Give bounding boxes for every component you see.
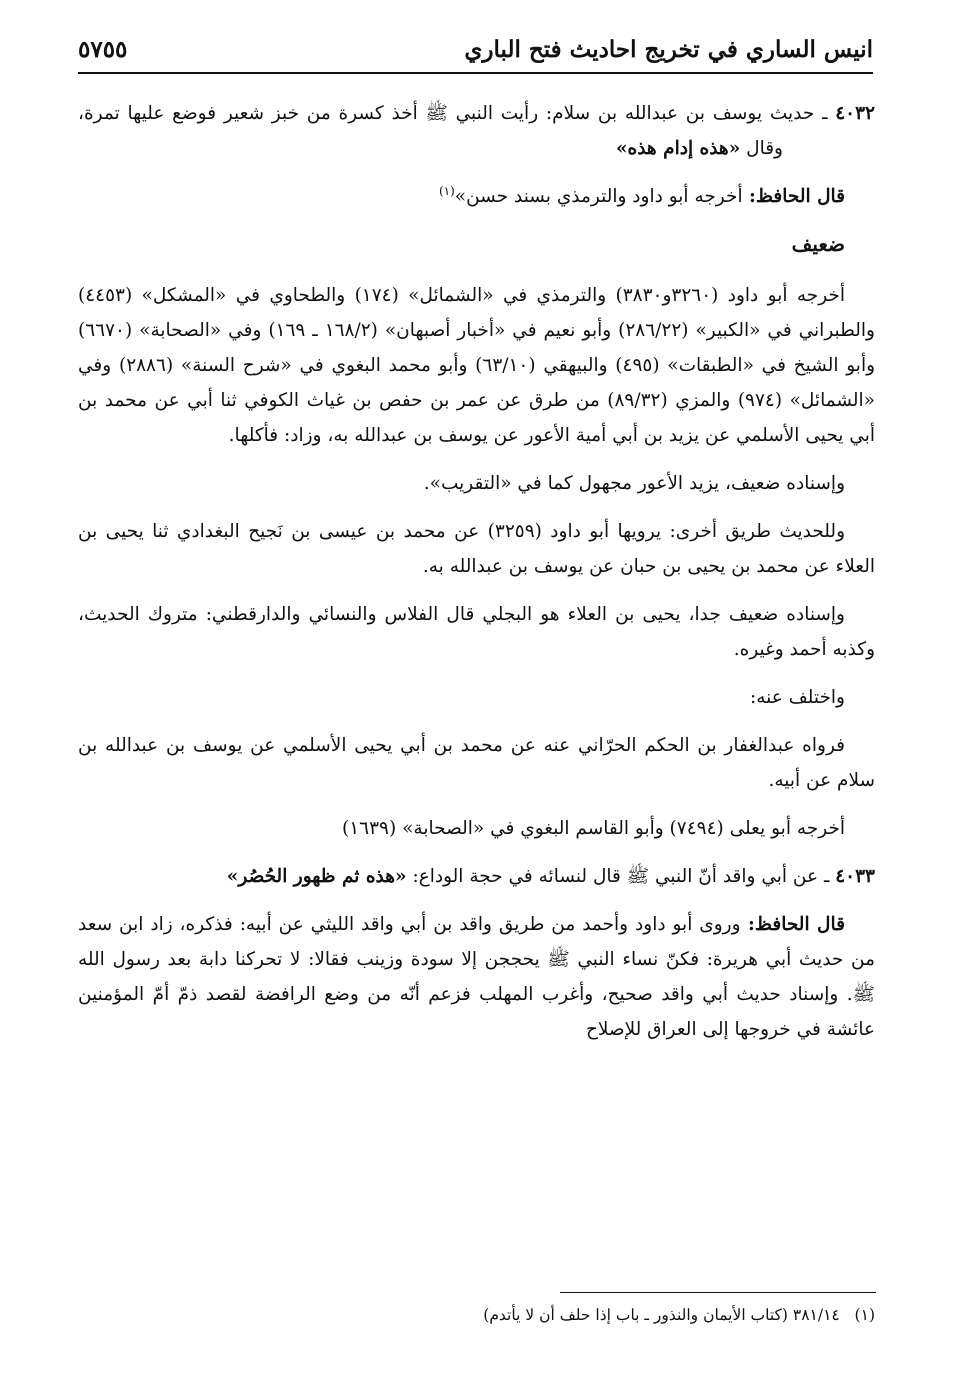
source-paragraph: أخرجه أبو يعلى (٧٤٩٤) وأبو القاسم البغوي في «الصحابة» (١٦٣٩)	[342, 818, 845, 839]
footnote	[78, 1302, 875, 1328]
hafiz-text: أخرجه أبو داود والترمذي بسند حسن»	[454, 186, 743, 207]
hafiz-label: قال الحافظ:	[742, 186, 845, 207]
book-title: انيس الساري في تخريج احاديث فتح الباري	[464, 36, 873, 63]
hadith-quote: «هذه إدام هذه»	[615, 138, 741, 159]
isnad-judgement: وإسناده ضعيف، يزيد الأعور مجهول كما في «التقريب».	[423, 473, 845, 494]
another-route-paragraph: وللحديث طريق أخرى: يرويها أبو داود (٣٢٥٩) عن محمد بن عيسى بن نَجيح البغدادي ثنا يحيى بن العلاء عن محمد بن يحيى بن حبان عن يوسف بن عبدالله به.	[78, 521, 875, 577]
footnote-rule	[560, 1292, 876, 1293]
grade-heading: ضعيف	[791, 232, 845, 256]
hadith-4032	[78, 96, 875, 166]
header-rule	[78, 72, 873, 74]
hadith-text: عن أبي واقد أنّ النبي ﷺ قال لنسائه في حجة الوداع:	[406, 866, 819, 887]
hadith-text: حديث يوسف بن عبدالله بن سلام: رأيت النبي ﷺ أخذ كسرة من خبز شعير فوضع عليها تمرة، وقال	[78, 103, 815, 159]
number-dash: ـ	[818, 866, 836, 887]
page-number: ٥٧٥٥	[78, 36, 128, 63]
footnote-ref: (١)	[438, 183, 455, 198]
hafiz-statement-4033	[78, 907, 875, 1047]
takhrij-paragraph: أخرجه أبو داود (٣٢٦٠و٣٨٣٠) والترمذي في «الشمائل» (١٧٤) والطحاوي في «المشكل» (٤٤٥٣) والطبراني في «الكبير» (٢٨٦/٢٢) وأبو نعيم في «أخبار أصبهان» (١٦٨/٢ ـ ١٦٩) وفي «الصحابة» (٦٦٧٠) وأبو الشيخ في «الطبقات» (٤٩٥) والبيهقي (٦٣/١٠) وأبو محمد البغوي في «شرح السنة» (٢٨٨٦) وفي «الشمائل» (٩٧٤) والمزي (٨٩/٣٢) من طرق عن عمر بن حفص بن غياث الكوفي ثنا أبي عن محمد بن أبي يحيى الأسلمي عن يزيد بن أبي أمية الأعور عن يوسف بن عبدالله به، وزاد: فأكلها.	[78, 285, 876, 446]
isnad-weak-paragraph: وإسناده ضعيف جدا، يحيى بن العلاء هو البجلي قال الفلاس والنسائي والدارقطني: متروك الحديث، وكذبه أحمد وغيره.	[78, 604, 875, 660]
narration-paragraph: فرواه عبدالغفار بن الحكم الحرّاني عنه عن محمد بن أبي يحيى الأسلمي عن يوسف بن عبدالله بن سلام عن أبيه.	[78, 735, 875, 791]
hadith-quote: «هذه ثم ظهور الحُصُر»	[226, 866, 407, 887]
hadith-4033	[78, 859, 875, 894]
hadith-number: ٤٠٣٣	[835, 866, 875, 887]
footnote-text: ٣٨١/١٤ (كتاب الأيمان والنذور ـ باب إذا حلف أن لا يأتدم)	[483, 1306, 840, 1324]
hafiz-statement-4032	[78, 179, 875, 214]
running-header	[78, 30, 873, 74]
number-dash: ـ	[814, 103, 836, 124]
disagreement-paragraph: واختلف عنه:	[749, 687, 845, 708]
hadith-number: ٤٠٣٢	[835, 103, 875, 124]
hafiz-text: وروى أبو داود وأحمد من طريق واقد بن أبي واقد الليثي عن أبيه: فذكره، زاد ابن سعد من حديث أبي هريرة: فكنّ نساء النبي ﷺ يحججن إلا سودة وزينب فقالا: لا تحركنا دابة بعد رسول الله ﷺ. وإسناد حديث أبي واقد صحيح، وأغرب المهلب فزعم أنّه من وضع الرافضة لقصد ذمّ أمّ المؤمنين عائشة في خروجها إلى العراق للإصلاح	[78, 914, 875, 1040]
hafiz-label: قال الحافظ:	[740, 914, 845, 935]
page-body	[78, 96, 875, 1060]
footnote-marker: (١)	[854, 1306, 875, 1324]
